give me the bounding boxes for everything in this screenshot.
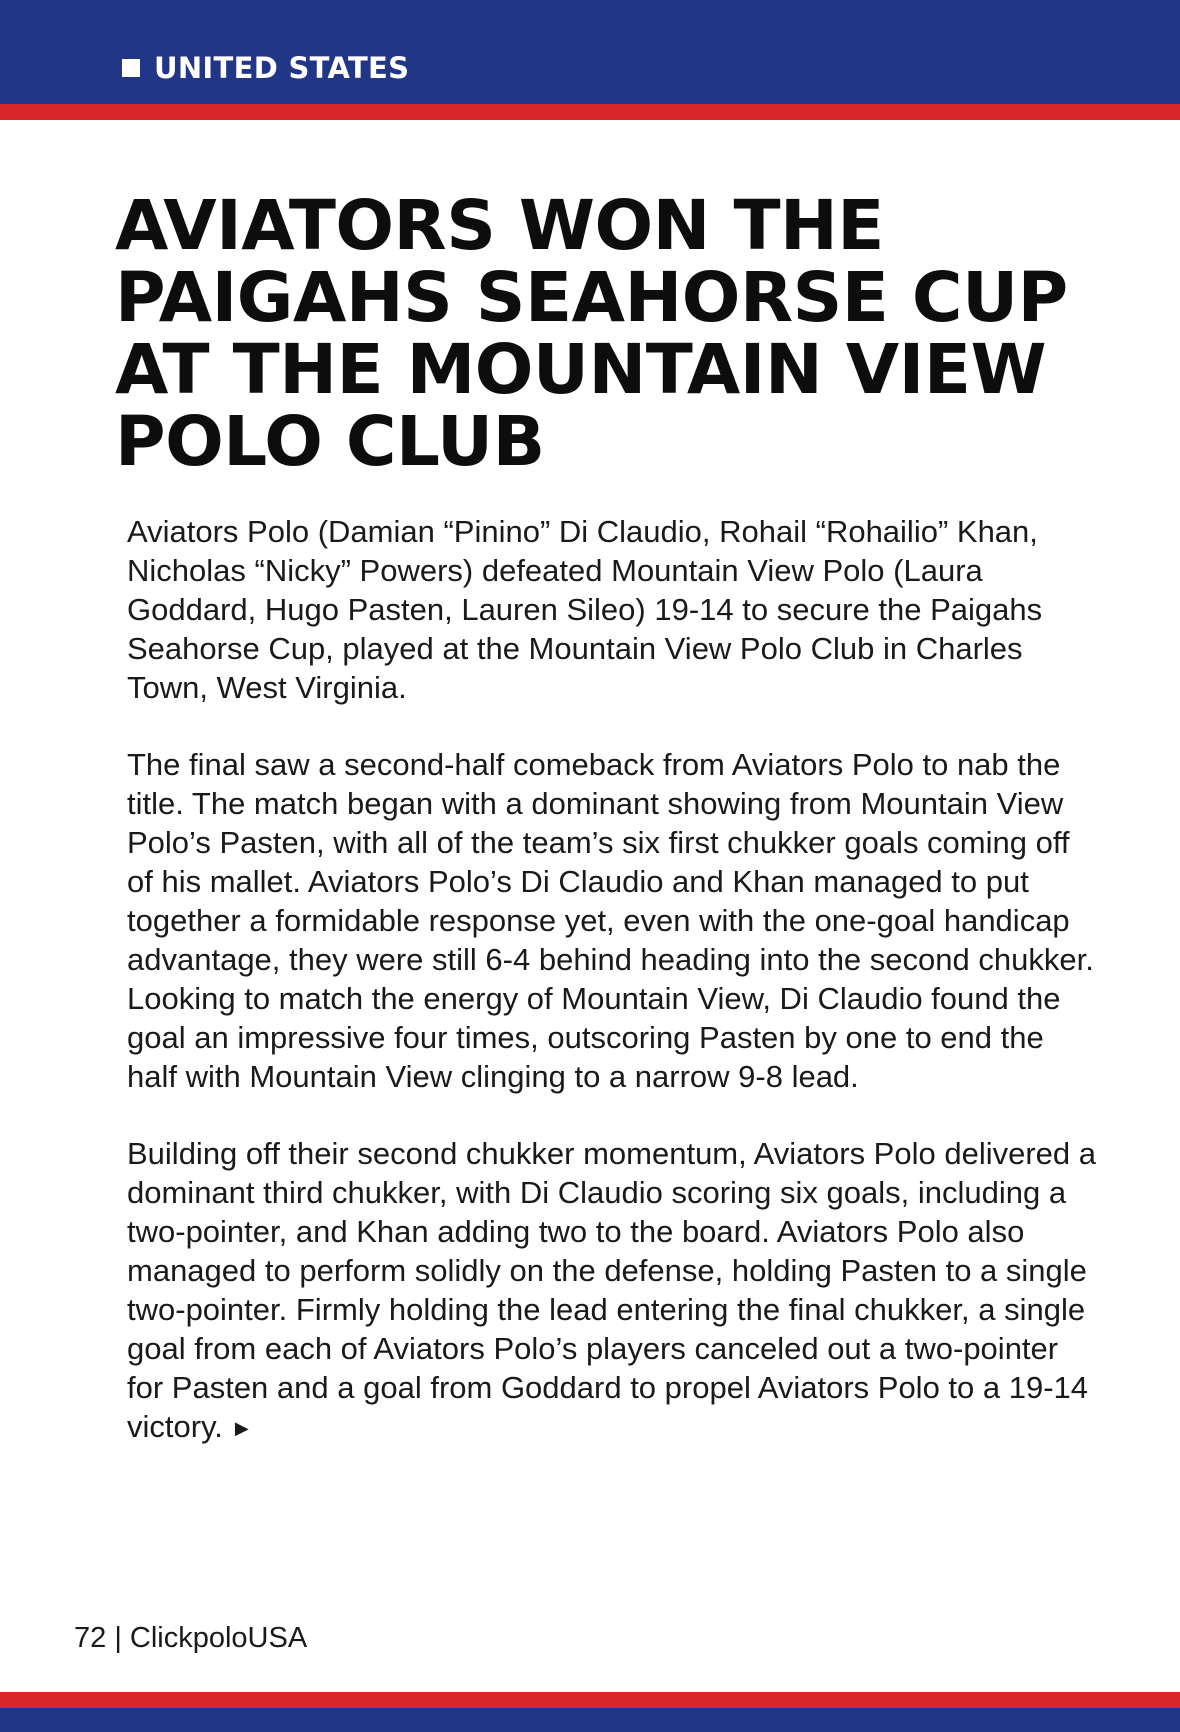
paragraph-1: Aviators Polo (Damian “Pinino” Di Claudio, Rohail “Rohailio” Khan, Nicholas “Nicky” Powers) defeated Mountain View Polo (Laura Goddard, Hugo Pasten, Lauren Sileo) 19-14 to secure the Paigahs Seahorse Cup, played at the Mountain View Polo Club in Charles Town, West Virginia. [127, 514, 1043, 705]
square-bullet-icon [122, 59, 140, 77]
footer-band [0, 1708, 1180, 1732]
paragraph-3 [127, 1134, 1097, 1448]
header-red-stripe [0, 104, 1180, 120]
page-footer: 72 | ClickpoloUSA [74, 1622, 308, 1654]
paragraph-3-text: Building off their second chukker momentum, Aviators Polo delivered a dominant third chukker, with Di Claudio scoring six goals, including a two-pointer, and Khan adding two to the board. Aviators Polo also managed to perform solidly on the defense, holding Pasten to a single two-pointer. Firmly holding the lead entering the final chukker, a single goal from each of Aviators Polo’s players canceled out a two-pointer for Pasten and a goal from Goddard to propel Aviators Polo to a 19-14 victory. [127, 1136, 1096, 1444]
article-body [127, 512, 1097, 1486]
end-of-article-arrow-icon: ▶ [234, 1418, 249, 1439]
article-headline: AVIATORS WON THE PAIGAHS SEAHORSE CUP AT THE MOUNTAIN VIEW POLO CLUB [115, 186, 1068, 482]
paragraph-2: The final saw a second-half comeback from Aviators Polo to nab the title. The match began with a dominant showing from Mountain View Polo’s Pasten, with all of the team’s six first chukker goals coming off of his mallet. Aviators Polo’s Di Claudio and Khan managed to put together a formidable response yet, even with the one-goal handicap advantage, they were still 6-4 behind heading into the second chukker. Looking to match the energy of Mountain View, Di Claudio found the goal an impressive four times, outscoring Pasten by one to end the half with Mountain View clinging to a narrow 9-8 lead. [127, 747, 1094, 1094]
section-label-text: UNITED STATES [154, 51, 410, 85]
footer-red-stripe [0, 1692, 1180, 1708]
section-label [122, 48, 409, 88]
